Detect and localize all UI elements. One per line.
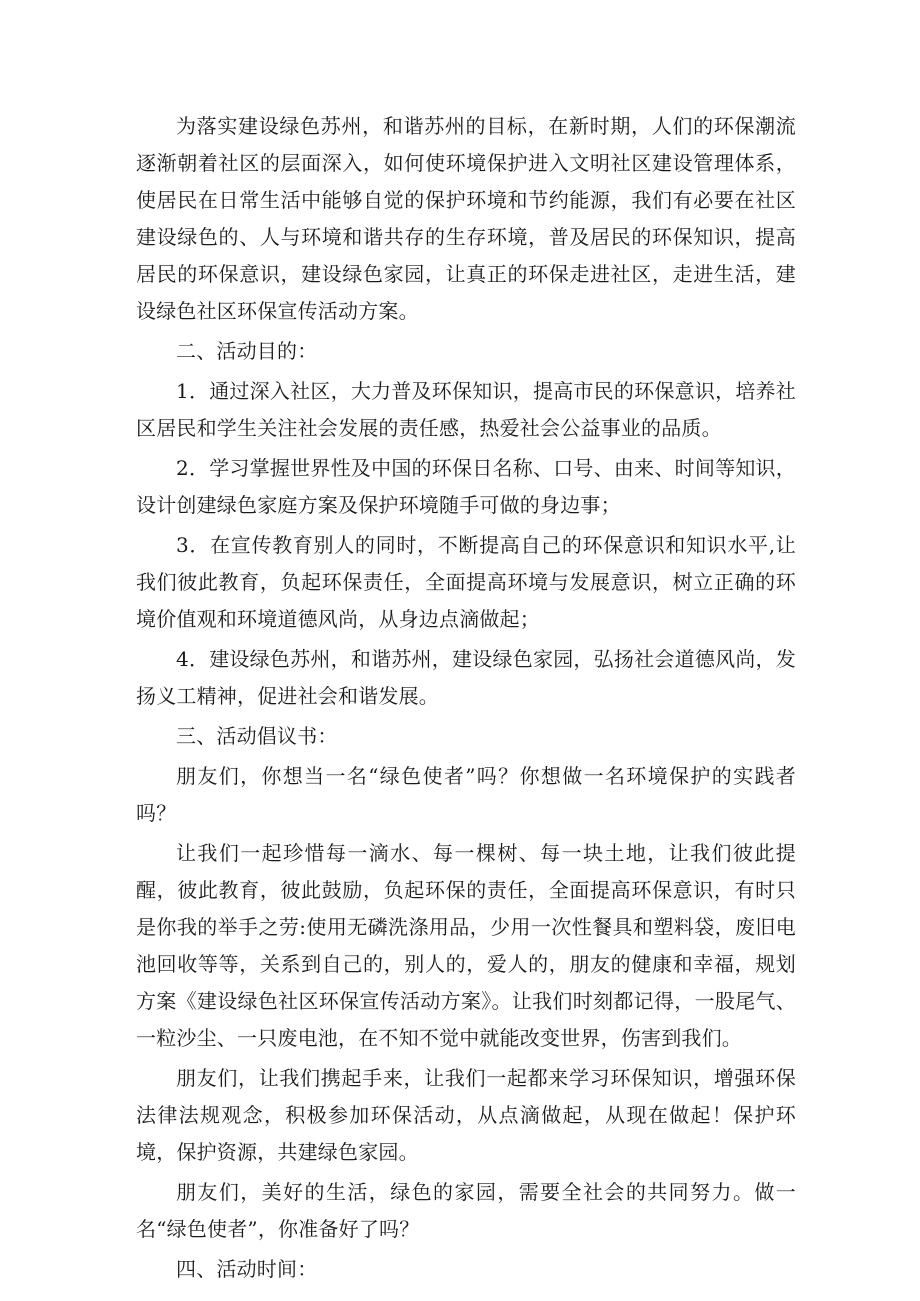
proposal-paragraph-1: 朋友们，你想当一名“绿色使者”吗？你想做一名环境保护的实践者吗？ — [136, 764, 796, 825]
section-heading-time: 四、活动时间： — [176, 1257, 318, 1281]
proposal-paragraph-4: 朋友们，美好的生活，绿色的家园，需要全社会的共同努力。做一名“绿色使者”，你准备好了吗？ — [136, 1180, 796, 1241]
intro-paragraph: 为落实建设绿色苏州，和谐苏州的目标，在新时期，人们的环保潮流逐渐朝着社区的层面深入，如何使环境保护进入文明社区建设管理体系，使居民在日常生活中能够自觉的保护环境和节约能源，我们有必要在社区建设绿色的、人与环境和谐共存的生存环境，普及居民的环保知识，提高居民的环保意识，建设绿色家园，让真正的环保走进社区，走进生活，建设绿色社区环保宣传活动方案。 — [136, 114, 796, 323]
goal-item-1: 1．通过深入社区，大力普及环保知识，提高市民的环保意识，培养社区居民和学生关注社会发展的责任感，热爱社会公益事业的品质。 — [136, 379, 796, 440]
goal-item-2: 2．学习掌握世界性及中国的环保日名称、口号、由来、时间等知识，设计创建绿色家庭方案及保护环境随手可做的身边事； — [136, 456, 796, 517]
goal-item-4: 4．建设绿色苏州，和谐苏州，建设绿色家园，弘扬社会道德风尚，发扬义工精神，促进社会和谐发展。 — [136, 647, 796, 708]
proposal-paragraph-2: 让我们一起珍惜每一滴水、每一棵树、每一块土地，让我们彼此提醒，彼此教育，彼此鼓励，负起环保的责任，全面提高环保意识，有时只是你我的举手之劳:使用无磷洗涤用品，少用一次性餐具和塑料袋，废旧电池回收等等，关系到自己的，别人的，爱人的，朋友的健康和幸福，规划方案《建设绿色社区环保宣传活动方案》。让我们时刻都记得，一股尾气、一粒沙尘、一只废电池，在不知不觉中就能改变世界，伤害到我们。 — [136, 841, 796, 1050]
document-body — [136, 108, 796, 1291]
section-heading-goals: 二、活动目的： — [176, 339, 318, 363]
section-heading-proposal: 三、活动倡议书： — [176, 724, 338, 748]
proposal-paragraph-3: 朋友们，让我们携起手来，让我们一起都来学习环保知识，增强环保法律法规观念，积极参加环保活动，从点滴做起，从现在做起！保护环境，保护资源，共建绿色家园。 — [136, 1066, 796, 1164]
goal-item-3: 3．在宣传教育别人的同时，不断提高自己的环保意识和知识水平,让我们彼此教育，负起环保责任，全面提高环境与发展意识，树立正确的环境价值观和环境道德风尚，从身边点滴做起； — [136, 533, 796, 631]
